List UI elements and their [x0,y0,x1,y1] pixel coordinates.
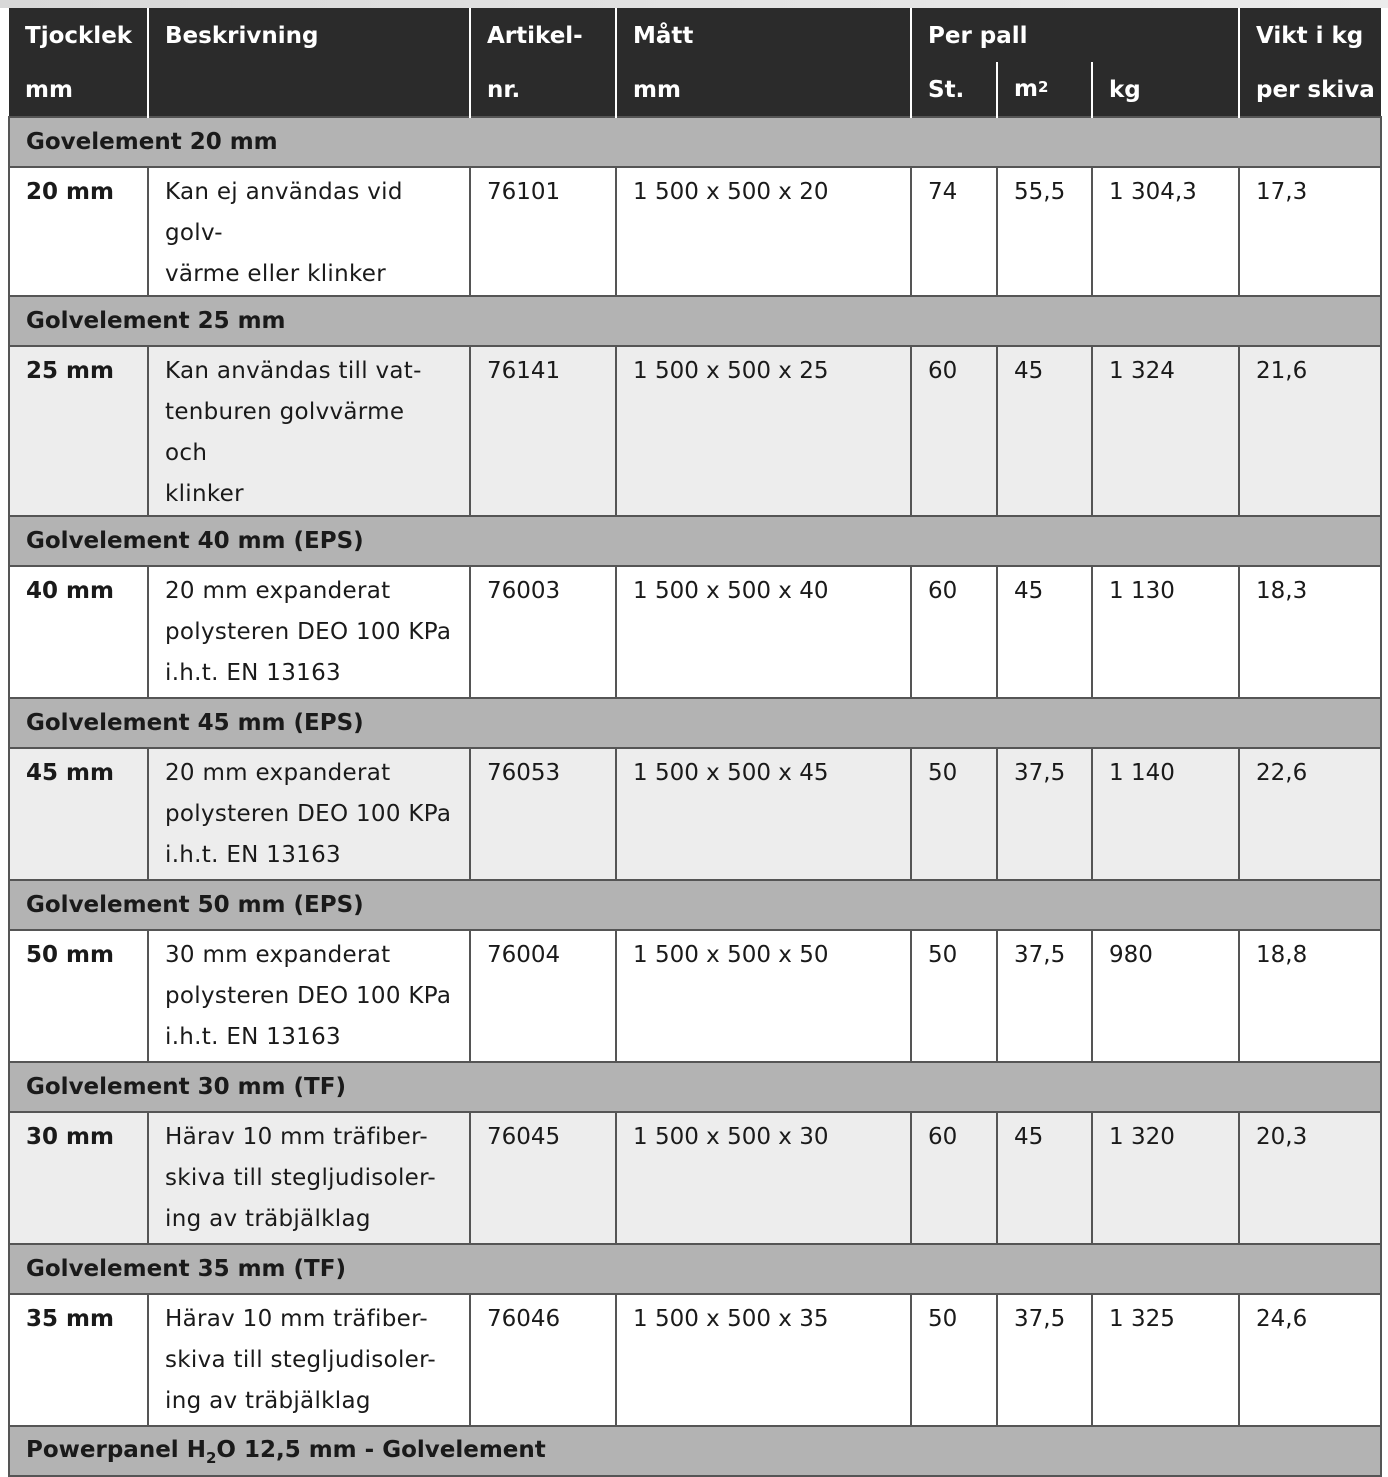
cell-dimensions: 1 500 x 500 x 50 [616,930,911,1062]
group-title: Govelement 20 mm [9,117,1381,167]
group-title: Golvelement 25 mm [9,296,1381,346]
cell-weight: 1 324 [1092,346,1239,516]
header-thickness: Tjocklek [9,8,148,62]
header-article: Artikel- [470,8,616,62]
cell-board-weight: 18,8 [1239,930,1381,1062]
cell-weight: 1 140 [1092,748,1239,880]
table-row [9,1294,1381,1426]
cell-article: 76053 [470,748,616,880]
table-row [9,167,1381,296]
group-title: Golvelement 50 mm (EPS) [9,880,1381,930]
cell-thickness: 35 mm [9,1294,148,1426]
cell-dimensions: 1 500 x 500 x 25 [616,346,911,516]
table-row [9,748,1381,880]
cell-dimensions: 1 500 x 500 x 30 [616,1112,911,1244]
cell-thickness: 20 mm [9,167,148,296]
cell-pieces: 60 [911,346,997,516]
group-title: Golvelement 30 mm (TF) [9,1062,1381,1112]
header-board-weight-unit: per skiva [1239,62,1381,117]
table-row [9,566,1381,698]
cell-description: 20 mm expanderat polysteren DEO 100 KPa i.h.t. EN 13163 [148,566,470,698]
cell-weight: 1 320 [1092,1112,1239,1244]
cell-area: 37,5 [997,1294,1092,1426]
top-strip [0,0,1388,8]
group-title: Golvelement 45 mm (EPS) [9,698,1381,748]
cell-board-weight: 22,6 [1239,748,1381,880]
cell-pieces: 74 [911,167,997,296]
cell-pieces: 60 [911,566,997,698]
cell-dimensions: 1 500 x 500 x 45 [616,748,911,880]
cell-article: 76141 [470,346,616,516]
header-board-weight: Vikt i kg [1239,8,1381,62]
cell-article: 76046 [470,1294,616,1426]
cell-thickness: 30 mm [9,1112,148,1244]
cell-weight: 1 325 [1092,1294,1239,1426]
cell-thickness: 40 mm [9,566,148,698]
header-description: Beskrivning [148,8,470,117]
cell-board-weight: 20,3 [1239,1112,1381,1244]
cell-area: 37,5 [997,930,1092,1062]
cell-description: Kan användas till vat- tenburen golvvärme och klinker [148,346,470,516]
cell-thickness: 25 mm [9,346,148,516]
cell-article: 76101 [470,167,616,296]
group-header-row [9,516,1381,566]
cell-description: 30 mm expanderat polysteren DEO 100 KPa i.h.t. EN 13163 [148,930,470,1062]
header-pieces: St. [911,62,997,117]
group-header-row [9,698,1381,748]
table-header [9,8,1381,117]
group-header-row [9,1244,1381,1294]
cell-pieces: 50 [911,748,997,880]
cell-article: 76003 [470,566,616,698]
cell-description: Härav 10 mm träfiber- skiva till stegljudisoler- ing av träbjälklag [148,1294,470,1426]
group-header-row [9,296,1381,346]
cell-board-weight: 17,3 [1239,167,1381,296]
cell-weight: 1 304,3 [1092,167,1239,296]
cell-board-weight: 18,3 [1239,566,1381,698]
group-title: Golvelement 40 mm (EPS) [9,516,1381,566]
header-per-pallet: Per pall [911,8,1239,62]
cell-dimensions: 1 500 x 500 x 40 [616,566,911,698]
cell-dimensions: 1 500 x 500 x 35 [616,1294,911,1426]
group-title: Golvelement 35 mm (TF) [9,1244,1381,1294]
cell-article: 76045 [470,1112,616,1244]
header-article-suffix: nr. [470,62,616,117]
cell-area: 45 [997,346,1092,516]
table-body [9,117,1381,1476]
header-weight: kg [1092,62,1239,117]
cell-board-weight: 24,6 [1239,1294,1381,1426]
cell-pieces: 60 [911,1112,997,1244]
header-dimensions: Mått [616,8,911,62]
group-header-row [9,1062,1381,1112]
cell-description: Härav 10 mm träfiber- skiva till stegljudisoler- ing av träbjälklag [148,1112,470,1244]
cell-weight: 980 [1092,930,1239,1062]
cell-pieces: 50 [911,930,997,1062]
cell-thickness: 50 mm [9,930,148,1062]
cell-board-weight: 21,6 [1239,346,1381,516]
cell-thickness: 45 mm [9,748,148,880]
table-row [9,1112,1381,1244]
product-spec-table [8,8,1382,1477]
group-header-row [9,880,1381,930]
cell-area: 45 [997,1112,1092,1244]
table-row [9,930,1381,1062]
header-area: $m^2$ [997,62,1092,117]
cell-area: 37,5 [997,748,1092,880]
group-title: Powerpanel $H_2O$ 12,5 mm - Golvelement [9,1426,1381,1476]
header-thickness-unit: mm [9,62,148,117]
cell-pieces: 50 [911,1294,997,1426]
cell-description: Kan ej användas vid golv- värme eller klinker [148,167,470,296]
cell-area: 55,5 [997,167,1092,296]
table-row [9,346,1381,516]
header-dimensions-unit: mm [616,62,911,117]
cell-area: 45 [997,566,1092,698]
cell-article: 76004 [470,930,616,1062]
cell-description: 20 mm expanderat polysteren DEO 100 KPa i.h.t. EN 13163 [148,748,470,880]
group-header-row [9,117,1381,167]
cell-weight: 1 130 [1092,566,1239,698]
cell-dimensions: 1 500 x 500 x 20 [616,167,911,296]
group-header-row [9,1426,1381,1476]
